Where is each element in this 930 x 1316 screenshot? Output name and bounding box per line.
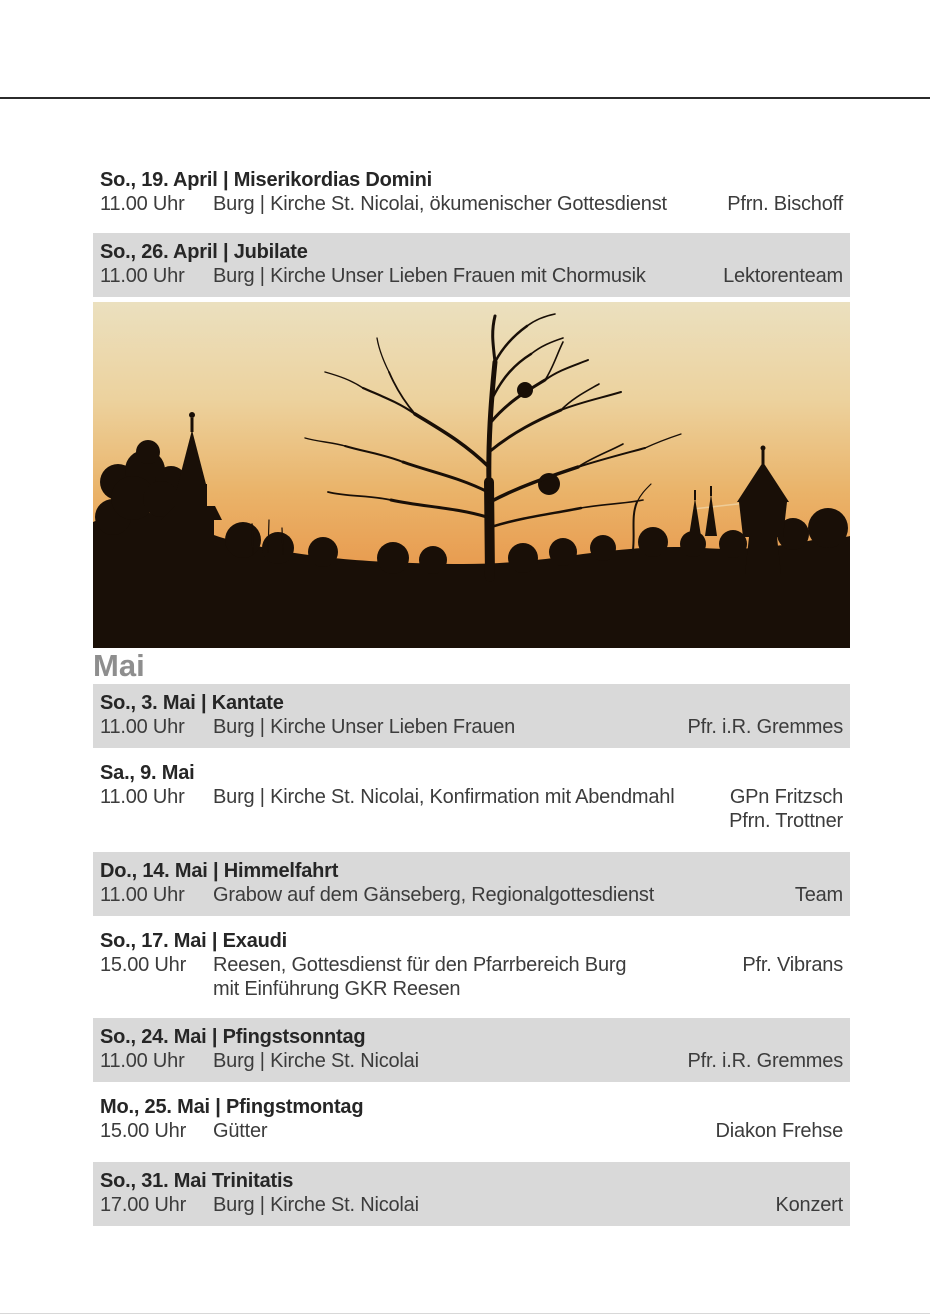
entry-presider — [729, 785, 843, 833]
entry-presider-line: Pfr. i.R. Gremmes — [687, 1050, 843, 1072]
entry-location — [213, 1049, 687, 1073]
month-heading: Mai — [93, 648, 145, 683]
entry-date-title: So., 3. Mai | Kantate — [100, 692, 284, 714]
entry-detail — [100, 264, 843, 288]
entry-presider — [727, 192, 843, 216]
entry-location-line: Gütter — [213, 1120, 268, 1142]
entry-presider-line: Pfr. Vibrans — [742, 954, 843, 976]
entry-location-line: Burg | Kirche Unser Lieben Frauen mit Chormusik — [213, 265, 646, 287]
entry-date-title: Do., 14. Mai | Himmelfahrt — [100, 860, 339, 882]
entry-presider-line: Lektorenteam — [723, 265, 843, 287]
entry-date-title: So., 17. Mai | Exaudi — [100, 930, 288, 952]
service-entry — [93, 1018, 850, 1082]
service-entry — [93, 1088, 850, 1152]
entry-location — [213, 953, 742, 1001]
entry-location-line: Burg | Kirche St. Nicolai, Konfirmation mit Abendmahl — [213, 786, 675, 808]
entry-detail — [100, 953, 843, 1001]
entry-detail — [100, 1049, 843, 1073]
entry-location-line: Burg | Kirche Unser Lieben Frauen — [213, 716, 516, 738]
entry-detail — [100, 785, 843, 833]
entry-presider-line: GPn Fritzsch — [729, 786, 843, 808]
entry-detail — [100, 1119, 843, 1143]
entry-time: 15.00 Uhr — [100, 954, 187, 976]
entry-location-line: Burg | Kirche St. Nicolai — [213, 1194, 419, 1216]
entry-date-title: Mo., 25. Mai | Pfingstmontag — [100, 1096, 364, 1118]
entry-time: 11.00 Uhr — [100, 884, 185, 906]
entry-presider — [716, 1119, 843, 1143]
entry-time: 11.00 Uhr — [100, 716, 185, 738]
entry-time: 15.00 Uhr — [100, 1120, 187, 1142]
entry-location-line: Burg | Kirche St. Nicolai — [213, 1050, 419, 1072]
service-entry — [93, 684, 850, 748]
entry-date-title: So., 19. April | Miserikordias Domini — [100, 169, 432, 191]
entry-location — [213, 264, 723, 288]
entry-presider — [795, 883, 843, 907]
entry-date-title: So., 24. Mai | Pfingstsonntag — [100, 1026, 366, 1048]
service-entry — [93, 754, 850, 842]
service-entry — [93, 1162, 850, 1226]
entry-location — [213, 1119, 716, 1143]
entry-detail — [100, 715, 843, 739]
entry-date-title: So., 26. April | Jubilate — [100, 241, 308, 263]
entry-presider — [723, 264, 843, 288]
entry-location-line: mit Einführung GKR Reesen — [213, 978, 461, 1000]
entry-presider — [775, 1193, 843, 1217]
entry-location-line: Reesen, Gottesdienst für den Pfarrbereich Burg — [213, 954, 627, 976]
entry-location-line: Burg | Kirche St. Nicolai, ökumenischer Gottesdienst — [213, 193, 667, 215]
entry-detail — [100, 1193, 843, 1217]
service-entry — [93, 233, 850, 297]
entry-location — [213, 883, 795, 907]
entry-presider-line: Pfrn. Trottner — [729, 810, 843, 832]
entry-presider — [687, 715, 843, 739]
entry-time: 11.00 Uhr — [100, 786, 185, 808]
entry-presider-line: Team — [794, 884, 843, 906]
entry-presider-line: Diakon Frehse — [715, 1120, 843, 1142]
entry-time: 11.00 Uhr — [100, 193, 185, 215]
service-entry — [93, 161, 850, 225]
sunset-photo — [93, 302, 850, 648]
service-entry — [93, 852, 850, 916]
sunset-photo-graphic — [93, 302, 850, 648]
entry-location — [213, 1193, 775, 1217]
entry-detail — [100, 192, 843, 216]
entry-time: 17.00 Uhr — [100, 1194, 187, 1216]
entry-location — [213, 715, 687, 739]
service-schedule — [93, 99, 850, 1226]
bottom-rule — [0, 1313, 930, 1314]
entry-date-title: So., 31. Mai Trinitatis — [100, 1170, 294, 1192]
entry-presider-line: Pfrn. Bischoff — [727, 193, 843, 215]
entry-time: 11.00 Uhr — [100, 265, 185, 287]
entry-presider-line: Pfr. i.R. Gremmes — [687, 716, 843, 738]
entry-location — [213, 785, 729, 809]
entry-time: 11.00 Uhr — [100, 1050, 185, 1072]
service-entry — [93, 922, 850, 1010]
entry-presider-line: Konzert — [775, 1194, 843, 1216]
entry-date-title: Sa., 9. Mai — [100, 762, 195, 784]
entry-presider — [742, 953, 843, 977]
entry-detail — [100, 883, 843, 907]
entry-location — [213, 192, 727, 216]
entry-presider — [687, 1049, 843, 1073]
entry-location-line: Grabow auf dem Gänseberg, Regionalgottesdienst — [213, 884, 655, 906]
